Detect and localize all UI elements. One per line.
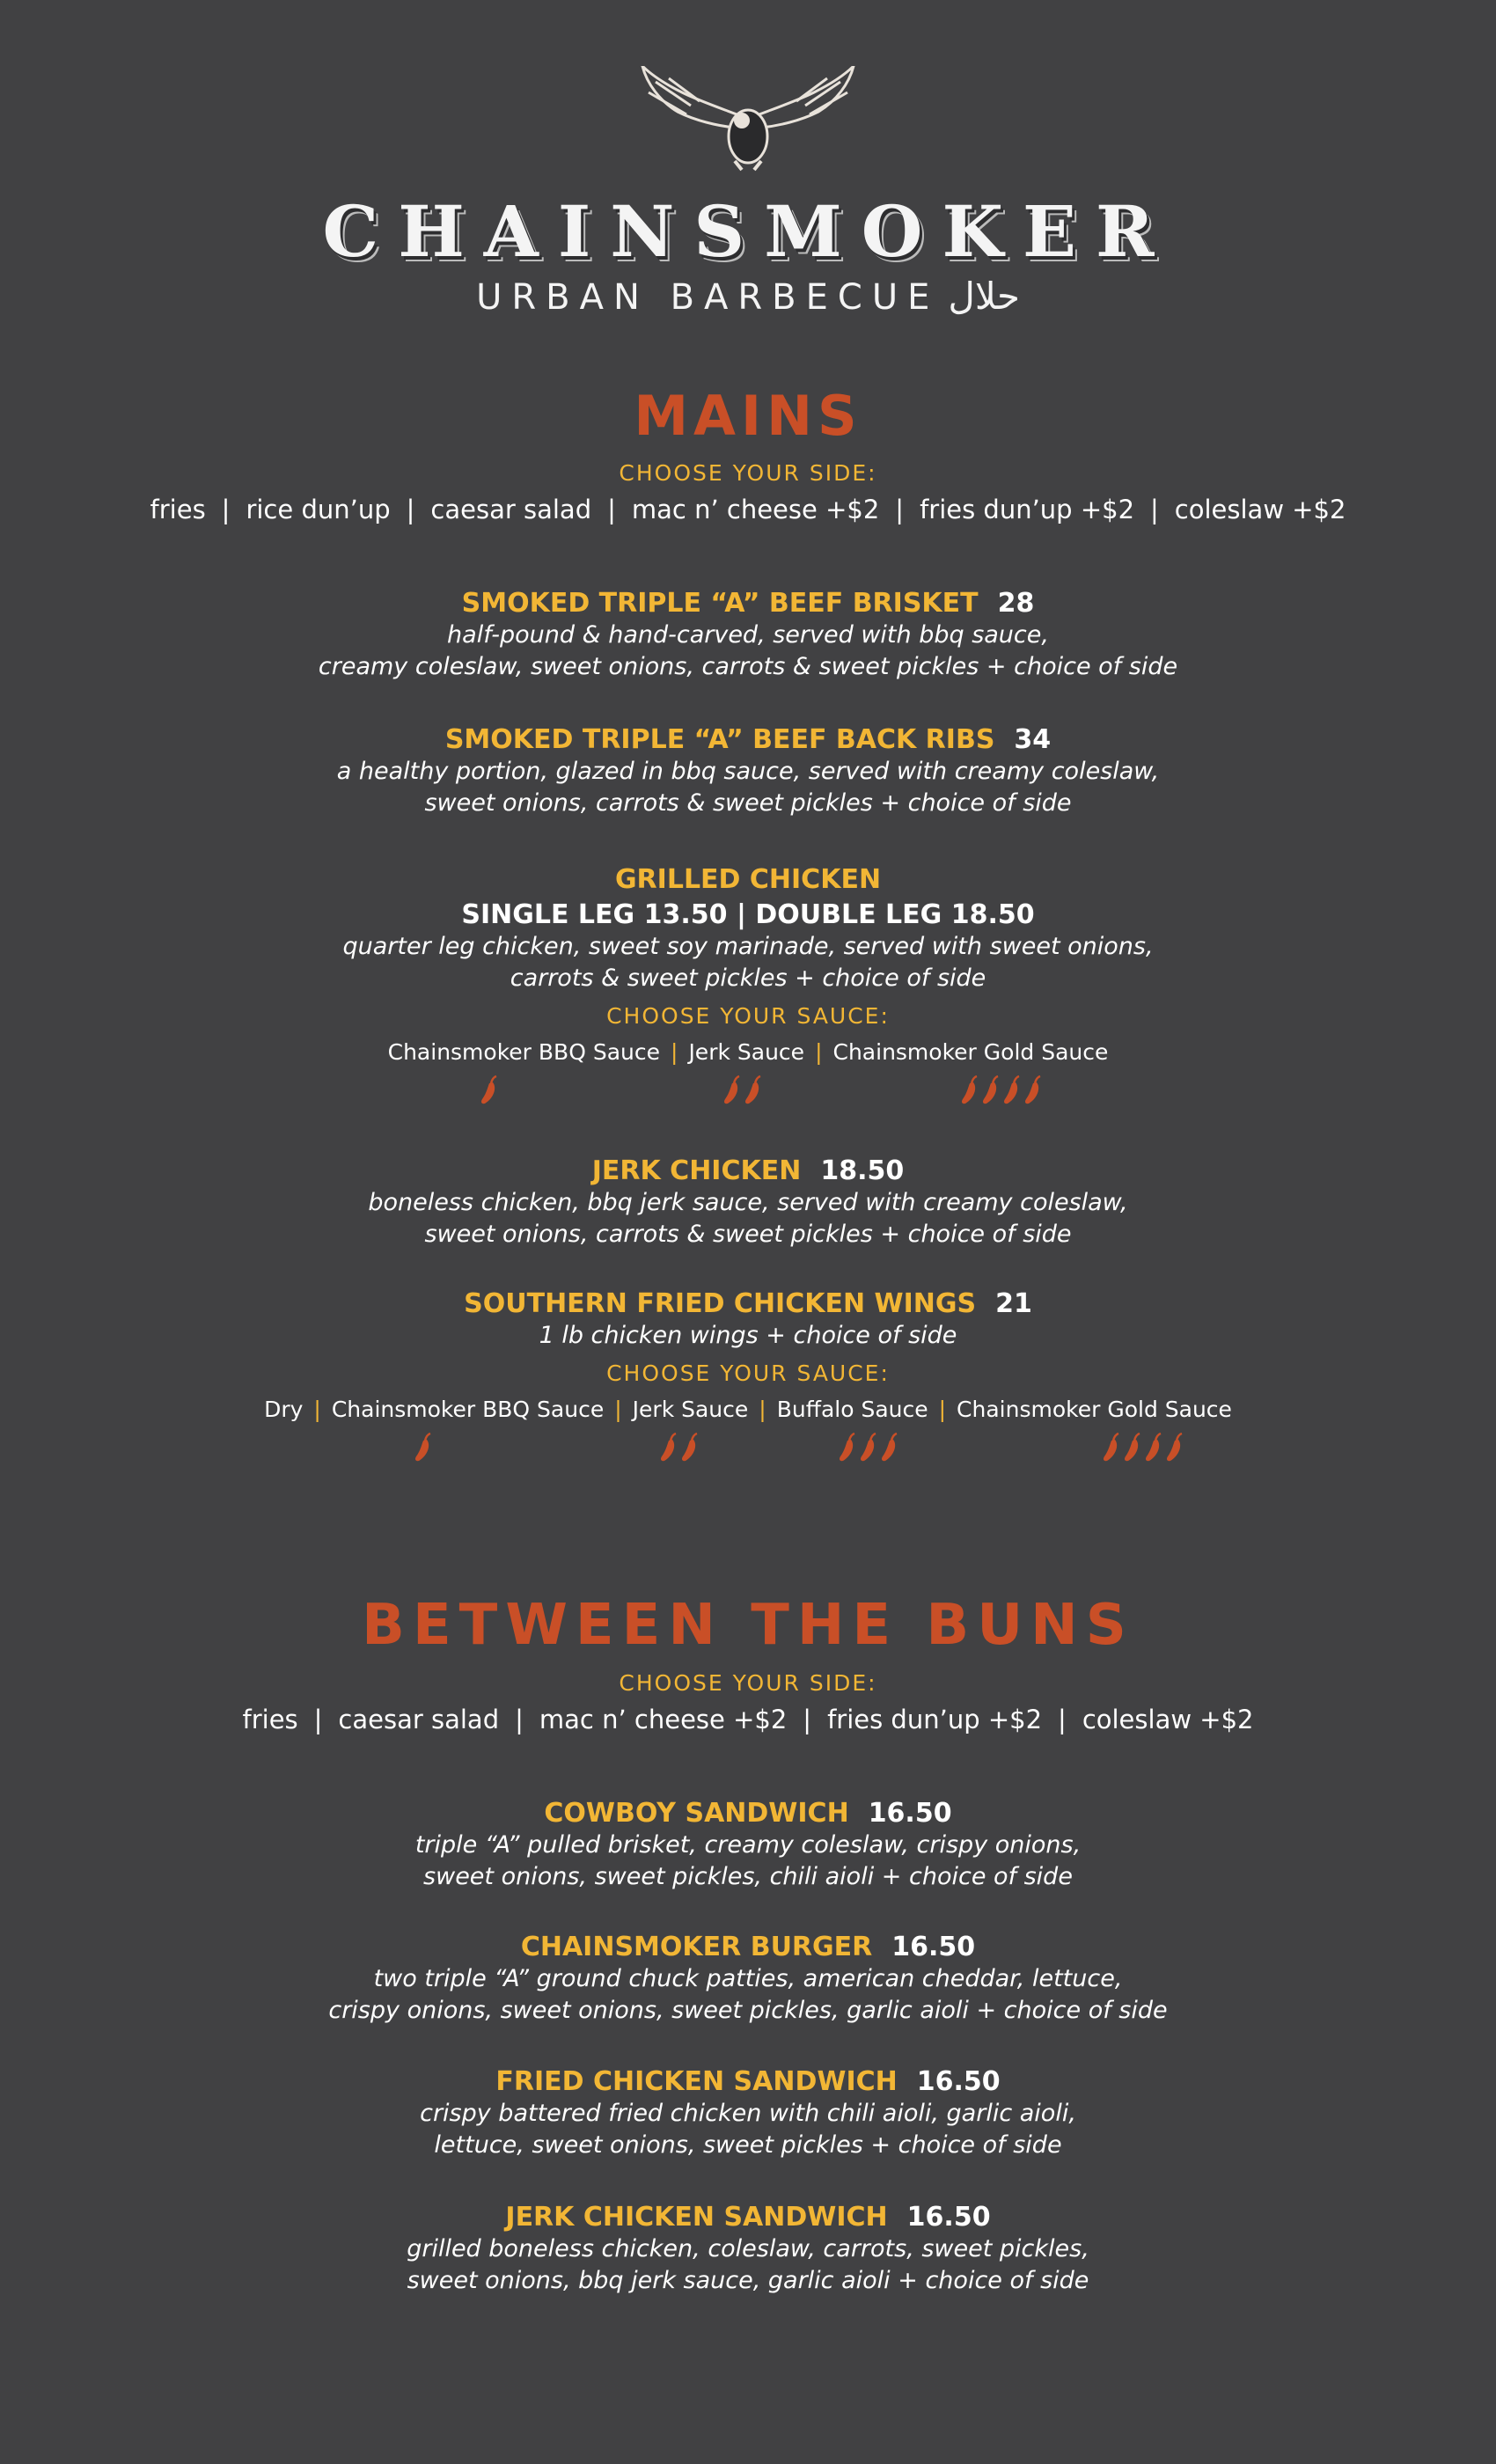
eagle-icon xyxy=(629,66,867,172)
item-name: GRILLED CHICKEN xyxy=(614,864,882,895)
separator: | xyxy=(803,1705,812,1734)
separator: | xyxy=(938,1397,947,1422)
item-description: sweet onions, bbq jerk sauce, garlic aioli + choice of side xyxy=(407,2267,1089,2294)
side-option: rice dun’up xyxy=(246,495,391,524)
side-option: caesar salad xyxy=(338,1705,500,1734)
chili-pepper-icon xyxy=(1123,1433,1142,1463)
separator: | xyxy=(313,1397,321,1422)
menu-item-title xyxy=(0,1930,1496,1965)
chili-pepper-icon xyxy=(859,1433,878,1463)
menu-item-title xyxy=(0,722,1496,758)
side-option: coleslaw +$2 xyxy=(1082,1705,1254,1734)
menu-item-title xyxy=(0,1796,1496,1831)
chili-pepper-icon xyxy=(1165,1433,1184,1463)
chili-pepper-icon xyxy=(838,1433,857,1463)
chili-pepper-icon xyxy=(1023,1075,1043,1105)
side-label: CHOOSE YOUR SIDE: xyxy=(619,1670,877,1696)
item-name: SOUTHERN FRIED CHICKEN WINGS xyxy=(464,1288,977,1319)
chili-pepper-icon xyxy=(480,1075,499,1105)
heat-level xyxy=(659,1433,700,1463)
item-description: carrots & sweet pickles + choice of side xyxy=(510,964,986,992)
subtitle-text: URBAN BARBECUE xyxy=(476,277,940,318)
sauce-label: CHOOSE YOUR SAUCE: xyxy=(606,1360,890,1386)
separator: | xyxy=(1150,495,1159,524)
item-options: SINGLE LEG 13.50 | DOUBLE LEG 18.50 xyxy=(461,899,1035,930)
separator: | xyxy=(759,1397,766,1422)
chili-pepper-icon xyxy=(1002,1075,1022,1105)
heat-level xyxy=(722,1075,763,1105)
item-price: 16.50 xyxy=(916,2066,1001,2097)
chili-pepper-icon xyxy=(880,1433,899,1463)
item-description: boneless chicken, bbq jerk sauce, served with creamy coleslaw, xyxy=(368,1189,1128,1216)
item-description: grilled boneless chicken, coleslaw, carrots, sweet pickles, xyxy=(407,2235,1089,2262)
separator: | xyxy=(607,495,616,524)
chili-pepper-icon xyxy=(680,1433,700,1463)
sauce-option: Jerk Sauce xyxy=(632,1397,749,1422)
item-description: crispy onions, sweet onions, sweet pickles, garlic aioli + choice of side xyxy=(328,1997,1168,2024)
item-description: a healthy portion, glazed in bbq sauce, served with creamy coleslaw, xyxy=(336,758,1160,785)
sides-list xyxy=(0,492,1496,527)
brand-subtitle xyxy=(0,275,1496,319)
item-price: 18.50 xyxy=(820,1155,905,1186)
heat-level xyxy=(480,1075,499,1105)
chili-pepper-icon xyxy=(414,1433,433,1463)
chili-pepper-icon xyxy=(1102,1433,1121,1463)
item-price: 16.50 xyxy=(891,1932,976,1962)
menu-item-title xyxy=(0,586,1496,621)
side-option: mac n’ cheese +$2 xyxy=(631,495,880,524)
halal-mark: حلال xyxy=(948,275,1020,318)
heat-level xyxy=(414,1433,433,1463)
side-option: fries dun’up +$2 xyxy=(920,495,1135,524)
separator: | xyxy=(815,1039,823,1065)
side-option: coleslaw +$2 xyxy=(1174,495,1346,524)
item-name: CHAINSMOKER BURGER xyxy=(520,1932,873,1962)
separator: | xyxy=(614,1397,622,1422)
chili-pepper-icon xyxy=(659,1433,678,1463)
section-heading-mains: MAINS xyxy=(634,384,862,448)
item-name: COWBOY SANDWICH xyxy=(544,1798,849,1829)
sauce-label: CHOOSE YOUR SAUCE: xyxy=(606,1003,890,1029)
sauce-option: Chainsmoker BBQ Sauce xyxy=(387,1039,660,1065)
menu-item-title xyxy=(0,1287,1496,1322)
chili-pepper-icon xyxy=(722,1075,742,1105)
sides-list xyxy=(0,1702,1496,1737)
sauce-option: Chainsmoker Gold Sauce xyxy=(832,1039,1109,1065)
item-description: half-pound & hand-carved, served with bbq sauce, xyxy=(447,621,1049,649)
chili-pepper-icon xyxy=(744,1075,763,1105)
sauce-list xyxy=(0,1037,1496,1068)
item-description: triple “A” pulled brisket, creamy coleslaw, crispy onions, xyxy=(414,1831,1082,1859)
separator: | xyxy=(221,495,231,524)
chili-pepper-icon xyxy=(1144,1433,1163,1463)
item-name: SMOKED TRIPLE “A” BEEF BACK RIBS xyxy=(444,724,995,755)
item-name: SMOKED TRIPLE “A” BEEF BRISKET xyxy=(461,588,979,619)
separator: | xyxy=(1058,1705,1067,1734)
separator: | xyxy=(406,495,415,524)
item-description: sweet onions, carrots & sweet pickles + choice of side xyxy=(424,789,1072,817)
item-description: two triple “A” ground chuck patties, american cheddar, lettuce, xyxy=(373,1965,1123,1992)
item-description: lettuce, sweet onions, sweet pickles + choice of side xyxy=(434,2131,1062,2159)
side-option: fries xyxy=(150,495,206,524)
menu-item-title xyxy=(0,2064,1496,2100)
item-price: 28 xyxy=(997,588,1035,619)
separator: | xyxy=(671,1039,678,1065)
side-option: fries xyxy=(242,1705,298,1734)
item-description: 1 lb chicken wings + choice of side xyxy=(539,1322,957,1349)
item-description: sweet onions, carrots & sweet pickles + choice of side xyxy=(424,1221,1072,1248)
item-description: crispy battered fried chicken with chili aioli, garlic aioli, xyxy=(420,2100,1076,2127)
separator: | xyxy=(313,1705,323,1734)
item-description: sweet onions, sweet pickles, chili aioli + choice of side xyxy=(423,1863,1073,1890)
separator: | xyxy=(515,1705,524,1734)
side-label: CHOOSE YOUR SIDE: xyxy=(619,460,877,486)
side-option: caesar salad xyxy=(430,495,592,524)
brand-name: CHAINSMOKER xyxy=(322,190,1174,273)
chili-pepper-icon xyxy=(981,1075,1001,1105)
heat-level xyxy=(1102,1433,1184,1463)
sauce-option: Buffalo Sauce xyxy=(776,1397,928,1422)
item-price: 34 xyxy=(1014,724,1052,755)
item-price: 16.50 xyxy=(868,1798,952,1829)
sauce-option: Jerk Sauce xyxy=(688,1039,805,1065)
menu-item-title xyxy=(0,2200,1496,2235)
item-price: 16.50 xyxy=(906,2202,991,2233)
sauce-option: Chainsmoker BBQ Sauce xyxy=(331,1397,605,1422)
item-description: quarter leg chicken, sweet soy marinade, served with sweet onions, xyxy=(342,933,1154,960)
separator: | xyxy=(895,495,905,524)
heat-level xyxy=(838,1433,899,1463)
heat-level xyxy=(960,1075,1043,1105)
sauce-list xyxy=(0,1394,1496,1426)
side-option: mac n’ cheese +$2 xyxy=(539,1705,788,1734)
item-price: 21 xyxy=(995,1288,1032,1319)
side-option: fries dun’up +$2 xyxy=(827,1705,1043,1734)
section-heading-buns: BETWEEN THE BUNS xyxy=(362,1593,1134,1658)
sauce-option: Chainsmoker Gold Sauce xyxy=(957,1397,1232,1422)
item-name: JERK CHICKEN SANDWICH xyxy=(505,2202,888,2233)
menu-item-title xyxy=(0,862,1496,898)
item-name: JERK CHICKEN xyxy=(591,1155,802,1186)
menu-item-title xyxy=(0,1154,1496,1189)
item-description: creamy coleslaw, sweet onions, carrots & sweet pickles + choice of side xyxy=(318,653,1178,680)
sauce-option: Dry xyxy=(264,1397,304,1422)
chili-pepper-icon xyxy=(960,1075,979,1105)
item-name: FRIED CHICKEN SANDWICH xyxy=(495,2066,898,2097)
